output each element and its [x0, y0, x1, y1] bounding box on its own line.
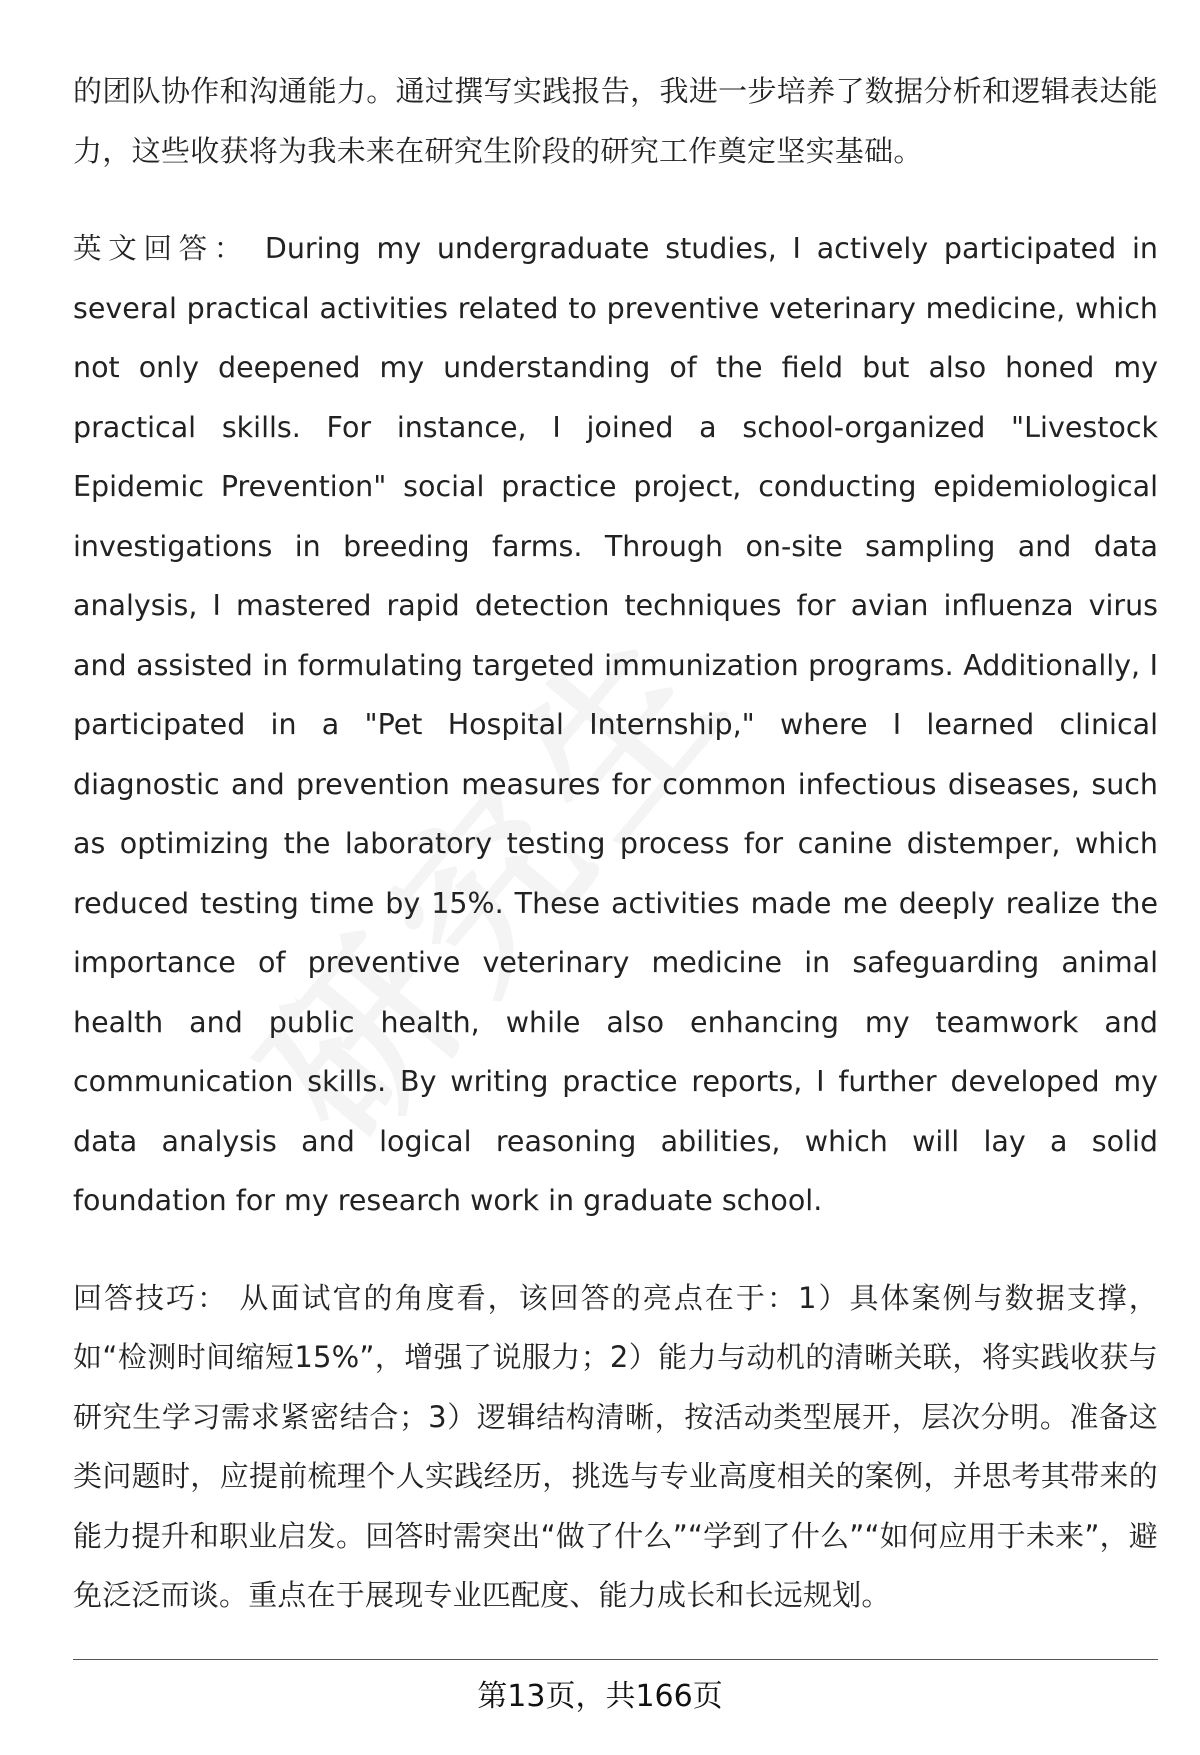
- intro-text: 的团队协作和沟通能力。通过撰写实践报告，我进一步培养了数据分析和逻辑表达能力，这些收获将为我未来在研究生阶段的研究工作奠定坚实基础。: [73, 74, 1158, 168]
- intro-paragraph: [73, 62, 1158, 181]
- answer-tips-text: 从面试官的角度看，该回答的亮点在于：1）具体案例与数据支撑，如“检测时间缩短15%”，增强了说服力；2）能力与动机的清晰关联，将实践收获与研究生学习需求紧密结合；3）逻辑结构清晰，按活动类型展开，层次分明。准备这类问题时，应提前梳理个人实践经历，挑选与专业高度相关的案例，并思考其带来的能力提升和职业启发。回答时需突出“做了什么”“学到了什么”“如何应用于未来”，避免泛泛而谈。重点在于展现专业匹配度、能力成长和长远规划。: [73, 1280, 1158, 1612]
- english-answer-label: 英文回答：: [73, 232, 250, 265]
- answer-tips-label: 回答技巧：: [73, 1280, 229, 1315]
- answer-tips-paragraph: [73, 1269, 1158, 1626]
- footer-divider: [73, 1659, 1158, 1660]
- document-body: [73, 62, 1158, 1664]
- english-answer-text: During my undergraduate studies, I actively participated in several practical activities related to preventive veterinary medicine, which not only deepened my understanding of the field but also honed my practical skills. For instance, I joined a school-organized "Livestock Epidemic Prevention" social practice project, conducting epidemiological investigations in breeding farms. Through on-site sampling and data analysis, I mastered rapid detection techniques for avian influenza virus and assisted in formulating targeted immunization programs. Additionally, I participated in a "Pet Hospital Internship," where I learned clinical diagnostic and prevention measures for common infectious diseases, such as optimizing the laboratory testing process for canine distemper, which reduced testing time by 15%. These activities made me deeply realize the importance of preventive veterinary medicine in safeguarding animal health and public health, while also enhancing my teamwork and communication skills. By writing practice reports, I further developed my data analysis and logical reasoning abilities, which will lay a solid foundation for my research work in graduate school.: [73, 232, 1158, 1217]
- page-number: 第13页，共166页: [477, 1679, 723, 1714]
- english-answer-paragraph: [73, 219, 1158, 1231]
